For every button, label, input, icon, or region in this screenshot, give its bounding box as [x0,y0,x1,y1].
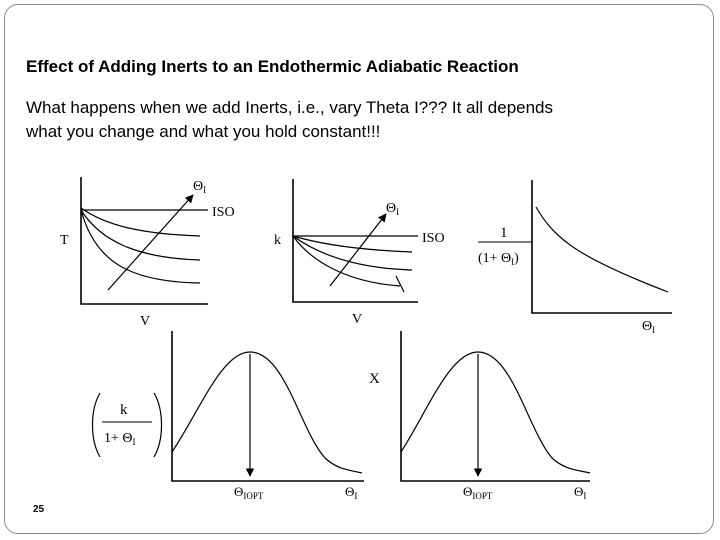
k-graph-y-label: k [274,233,281,248]
kratio-vs-theta-graph [93,331,365,501]
kratio-graph-x-label: $\Theta_I$ [345,484,358,501]
inverse-graph-numerator: 1 [500,225,508,241]
k-graph-theta-label: $\Theta_I$ [386,201,400,217]
slide-title: Effect of Adding Inerts to an Endothermic Adiabatic Reaction [26,57,519,76]
k-graph-iso-label: ISO [422,231,445,246]
kratio-graph-axes [172,331,364,481]
x-graph-opt-label: $\Theta_{IOPT}$ [463,484,493,501]
page-number: 25 [33,504,45,515]
k-graph-x-label: V [352,312,363,327]
t-graph-x-label: V [140,314,151,329]
k-graph-tick [396,276,404,292]
t-graph-theta-label: $\Theta_I$ [193,179,207,195]
kratio-graph-opt-label: $\Theta_{IOPT}$ [234,484,264,501]
kratio-right-paren [154,393,162,457]
t-graph-axes [81,177,208,304]
inverse-graph-axes [532,180,672,313]
kratio-graph-curve [172,352,362,473]
t-graph-curve-1 [81,208,200,236]
t-graph-theta-arrow [108,195,193,290]
body-line-1: What happens when we add Inerts, i.e., vary Theta I??? It all depends [26,98,554,117]
body-line-2: what you change and what you hold constant!!! [26,122,381,141]
inverse-theta-graph [478,180,672,335]
inverse-graph-denominator: $(1+ \Theta_I)$ [478,251,519,267]
t-graph-iso-label: ISO [212,205,235,220]
conversion-vs-theta-graph [369,331,590,501]
inverse-graph-x-label: $\Theta_I$ [642,319,656,335]
k-vs-v-graph [274,179,445,327]
x-graph-x-label: $\Theta_I$ [574,484,587,501]
x-graph-axes [401,331,590,481]
kratio-left-paren [93,393,101,457]
t-vs-v-graph [60,177,235,329]
t-graph-curve-3 [81,210,200,283]
k-graph-curve-1 [293,236,412,252]
kratio-label-denominator: $1+ \Theta_I$ [104,431,136,447]
x-graph-y-label: X [369,371,380,387]
kratio-label-numerator: k [120,402,128,418]
t-graph-y-label: T [60,233,69,248]
inverse-graph-curve [536,207,668,292]
x-graph-curve [401,352,590,473]
